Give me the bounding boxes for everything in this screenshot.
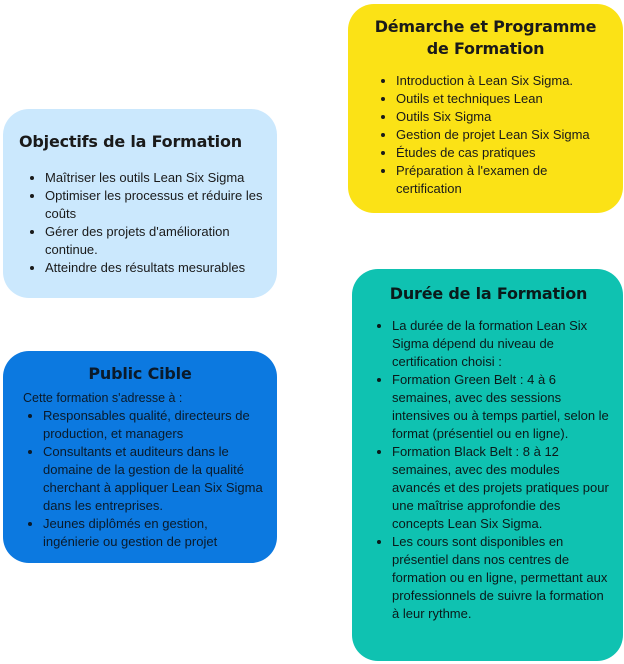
- duree-title: Durée de la Formation: [389, 284, 588, 303]
- public-list: [23, 407, 267, 551]
- objectifs-list: [25, 169, 267, 277]
- list-item: • Optimiser les processus et réduire les coûts: [45, 187, 267, 223]
- public-title: Public Cible: [88, 364, 192, 383]
- list-item: • Consultants et auditeurs dans le domaine de la gestion de la qualité cherchant à appliquer Lean Six Sigma dans les entreprises.: [43, 443, 267, 515]
- list-item: • Formation Green Belt : 4 à 6 semaines, avec des sessions intensives ou à temps partiel, selon le format (présentiel ou en ligne).: [392, 371, 609, 443]
- list-item: • Maîtriser les outils Lean Six Sigma: [45, 169, 267, 187]
- list-item: • Gérer des projets d'amélioration continue.: [45, 223, 267, 259]
- list-item: • La durée de la formation Lean Six Sigma dépend du niveau de certification choisi :: [392, 317, 609, 371]
- demarche-card: [348, 4, 623, 213]
- list-item: • Gestion de projet Lean Six Sigma: [396, 126, 609, 144]
- demarche-title: Démarche et Programme de Formation: [374, 17, 597, 58]
- public-cible-card: [3, 351, 277, 563]
- public-intro: Cette formation s'adresse à :: [23, 391, 183, 405]
- list-item: • Jeunes diplômés en gestion, ingénierie ou gestion de projet: [43, 515, 267, 551]
- demarche-list: [376, 72, 609, 198]
- list-item: • Formation Black Belt : 8 à 12 semaines, avec des modules avancés et des projets pratiques pour une maîtrise approfondie des concepts Lean Six Sigma.: [392, 443, 609, 533]
- list-item: • Études de cas pratiques: [396, 144, 609, 162]
- list-item: • Atteindre des résultats mesurables: [45, 259, 267, 277]
- list-item: • Outils Six Sigma: [396, 108, 609, 126]
- list-item: • Préparation à l'examen de certification: [396, 162, 609, 198]
- duree-list: [372, 317, 609, 623]
- duree-card: [352, 269, 623, 661]
- list-item: • Responsables qualité, directeurs de production, et managers: [43, 407, 267, 443]
- list-item: • Les cours sont disponibles en présentiel dans nos centres de formation ou en ligne, permettant aux professionnels de suivre la formation à leur rythme.: [392, 533, 609, 623]
- list-item: • Outils et techniques Lean: [396, 90, 609, 108]
- objectifs-title: Objectifs de la Formation: [19, 132, 242, 151]
- objectifs-card: [3, 109, 277, 298]
- list-item: • Introduction à Lean Six Sigma.: [396, 72, 609, 90]
